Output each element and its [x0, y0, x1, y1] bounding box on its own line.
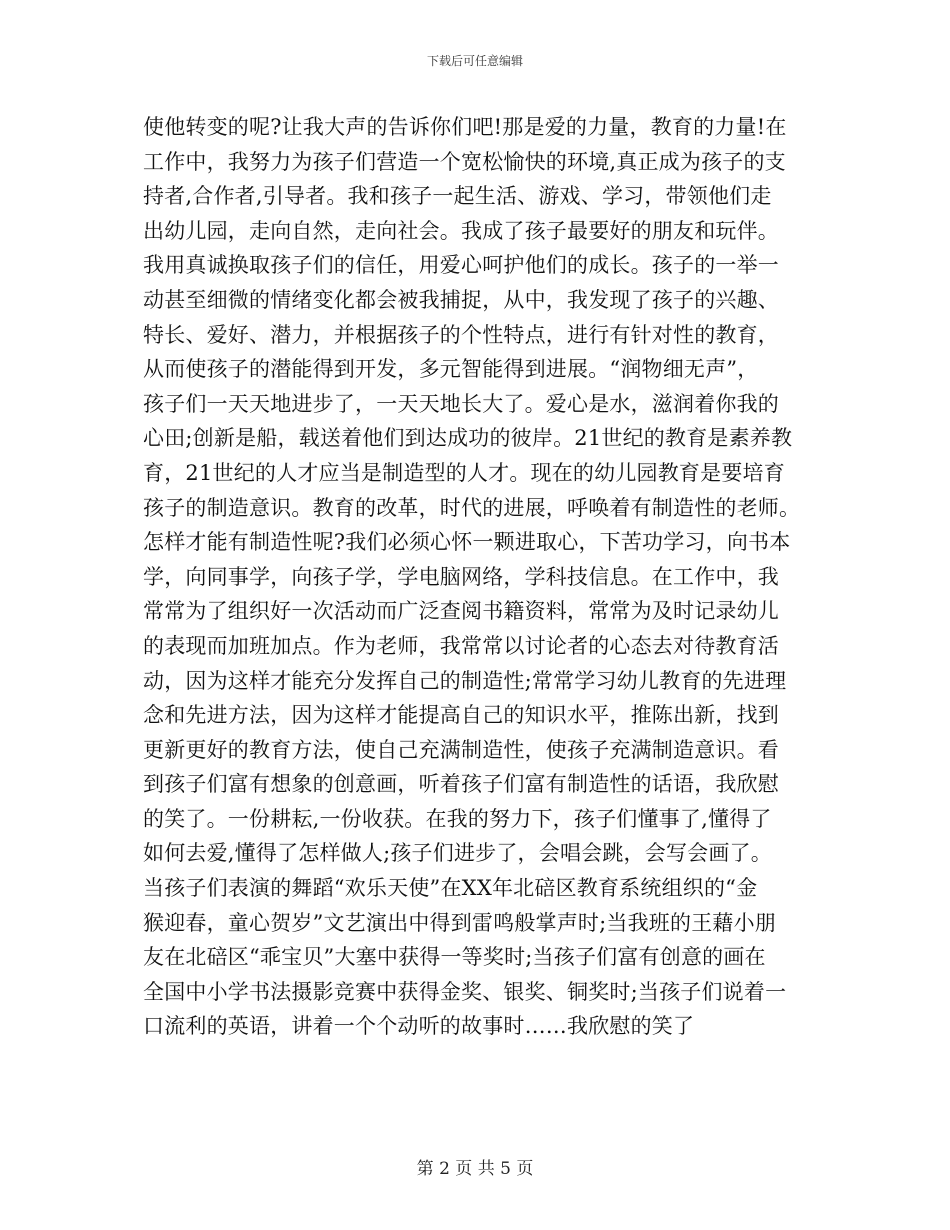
body-line: 的笑了。一份耕耘,一份收获。在我的努力下，孩子们懂事了,懂得了 — [143, 806, 772, 831]
body-line: 到孩子们富有想象的创意画，听着孩子们富有制造性的话语，我欣慰 — [143, 772, 779, 797]
body-line: 友在北碚区“乖宝贝”大塞中获得一等奖时;当孩子们富有创意的画在 — [143, 945, 766, 970]
body-line: 从而使孩子的潜能得到开发，多元智能得到进展。“润物细无声”， — [143, 357, 759, 382]
body-line: 猴迎春，童心贺岁”文艺演出中得到雷鸣般掌声时;当我班的王藉小朋 — [143, 910, 777, 935]
body-line: 更新更好的教育方法，使自己充满制造性，使孩子充满制造意识。看 — [143, 737, 779, 762]
body-line: 学，向同事学，向孩子学，学电脑网络，学科技信息。在工作中，我 — [143, 564, 779, 589]
body-line: 如何去爱,懂得了怎样做人;孩子们进步了，会唱会跳，会写会画了。 — [143, 841, 772, 866]
body-line: 特长、爱好、潜力，并根据孩子的个性特点，进行有针对性的教育， — [143, 322, 779, 347]
body-line: 持者,合作者,引导者。我和孩子一起生活、游戏、学习，带领他们走 — [143, 184, 772, 209]
body-line: 动甚至细微的情绪变化都会被我捕捉，从中，我发现了孩子的兴趣、 — [143, 287, 779, 312]
body-line: 的表现而加班加点。作为老师，我常常以讨论者的心态去对待教育活 — [143, 633, 779, 658]
body-line: 怎样才能有制造性呢?我们必须心怀一颗进取心，下苦功学习，向书本 — [143, 530, 791, 555]
body-line: 孩子的制造意识。教育的改革，时代的进展，呼唤着有制造性的老师。 — [143, 495, 801, 520]
body-line: 育，21世纪的人才应当是制造型的人才。现在的幼儿园教育是要培育 — [143, 460, 785, 485]
body-line: 常常为了组织好一次活动而广泛查阅书籍资料，常常为及时记录幼儿 — [143, 599, 779, 624]
body-line: 当孩子们表演的舞蹈“欢乐天使”在XX年北碚区教育系统组织的“金 — [143, 876, 758, 901]
body-line: 念和先进方法，因为这样才能提高自己的知识水平，推陈出新，找到 — [143, 703, 779, 728]
body-line: 使他转变的呢?让我大声的告诉你们吧!那是爱的力量，教育的力量!在 — [143, 115, 787, 139]
body-line: 心田;创新是船，载送着他们到达成功的彼岸。21世纪的教育是素养教 — [143, 426, 793, 451]
page-header: 下载后可任意编辑 — [426, 54, 523, 68]
body-line: 口流利的英语，讲着一个个动听的故事时……我欣慰的笑了 — [143, 1014, 695, 1039]
body-line: 动，因为这样才能充分发挥自己的制造性;常常学习幼儿教育的先进理 — [143, 668, 787, 693]
body-line: 工作中，我努力为孩子们营造一个宽松愉快的环境,真正成为孩子的支 — [143, 149, 786, 174]
body-line: 孩子们一天天地进步了，一天天地长大了。爱心是水，滋润着你我的 — [143, 391, 779, 416]
page-number: 第 2 页 共 5 页 — [416, 1159, 534, 1179]
body-line: 出幼儿园，走向自然，走向社会。我成了孩子最要好的朋友和玩伴。 — [143, 218, 779, 243]
body-line: 我用真诚换取孩子们的信任，用爱心呵护他们的成长。孩子的一举一 — [143, 253, 779, 278]
body-line: 全国中小学书法摄影竞赛中获得金奖、银奖、铜奖时;当孩子们说着一 — [143, 979, 787, 1004]
document-body — [143, 110, 813, 1044]
